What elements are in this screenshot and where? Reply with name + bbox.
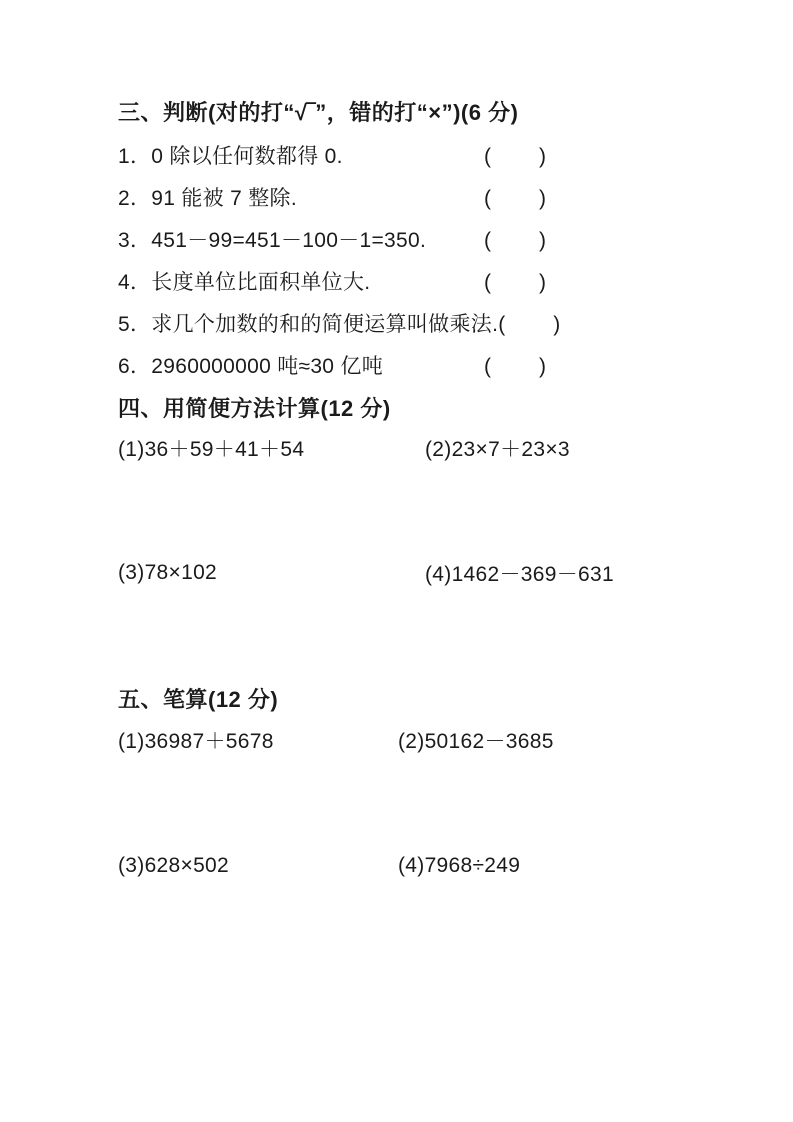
judgment-item-3 bbox=[118, 218, 548, 260]
answer-parentheses-1: ( ) bbox=[484, 145, 548, 168]
judgment-item-5 bbox=[118, 302, 563, 344]
answer-parentheses-5: ( ) bbox=[498, 313, 563, 336]
judgment-question-1: 1．0 除以任何数都得 0. bbox=[118, 145, 343, 168]
section4-title: 四、用简便方法计算(12 分) bbox=[118, 396, 391, 421]
judgment-question-4: 4．长度单位比面积单位大. bbox=[118, 271, 371, 294]
calc-expression-5-4: (4)7968÷249 bbox=[398, 854, 521, 877]
section3-title: 三、判断(对的打“√‾”，错的打“×”)(6 分) bbox=[118, 100, 519, 125]
judgment-question-2: 2．91 能被 7 整除. bbox=[118, 187, 297, 210]
judgment-item-2 bbox=[118, 176, 548, 218]
calc-expression-4-4: (4)1462－369－631 bbox=[425, 563, 614, 586]
answer-parentheses-3: ( ) bbox=[484, 229, 548, 252]
calc-expression-5-1: (1)36987＋5678 bbox=[118, 730, 274, 753]
judgment-question-5: 5．求几个加数的和的简便运算叫做乘法. bbox=[118, 313, 499, 336]
judgment-item-4 bbox=[118, 260, 548, 302]
judgment-question-3: 3．451－99=451－100－1=350. bbox=[118, 229, 427, 252]
calc-expression-4-3: (3)78×102 bbox=[118, 561, 218, 584]
calc-expression-5-2: (2)50162－3685 bbox=[398, 730, 554, 753]
judgment-list bbox=[118, 134, 793, 386]
judgment-item-1 bbox=[118, 134, 548, 176]
calc-row-5-2 bbox=[118, 845, 793, 887]
calc-expression-4-1: (1)36＋59＋41＋54 bbox=[118, 438, 305, 461]
section5-title: 五、笔算(12 分) bbox=[118, 687, 279, 712]
calc-row-4-1 bbox=[118, 427, 793, 469]
calc-expression-4-2: (2)23×7＋23×3 bbox=[425, 438, 570, 461]
answer-parentheses-6: ( ) bbox=[484, 355, 548, 378]
calc-row-5-1 bbox=[118, 719, 793, 761]
calc-expression-5-3: (3)628×502 bbox=[118, 854, 230, 877]
judgment-question-6: 6．2960000000 吨≈30 亿吨 bbox=[118, 355, 384, 378]
answer-parentheses-4: ( ) bbox=[484, 271, 548, 294]
answer-parentheses-2: ( ) bbox=[484, 187, 548, 210]
calc-row-4-2 bbox=[118, 552, 793, 594]
judgment-item-6 bbox=[118, 344, 548, 386]
